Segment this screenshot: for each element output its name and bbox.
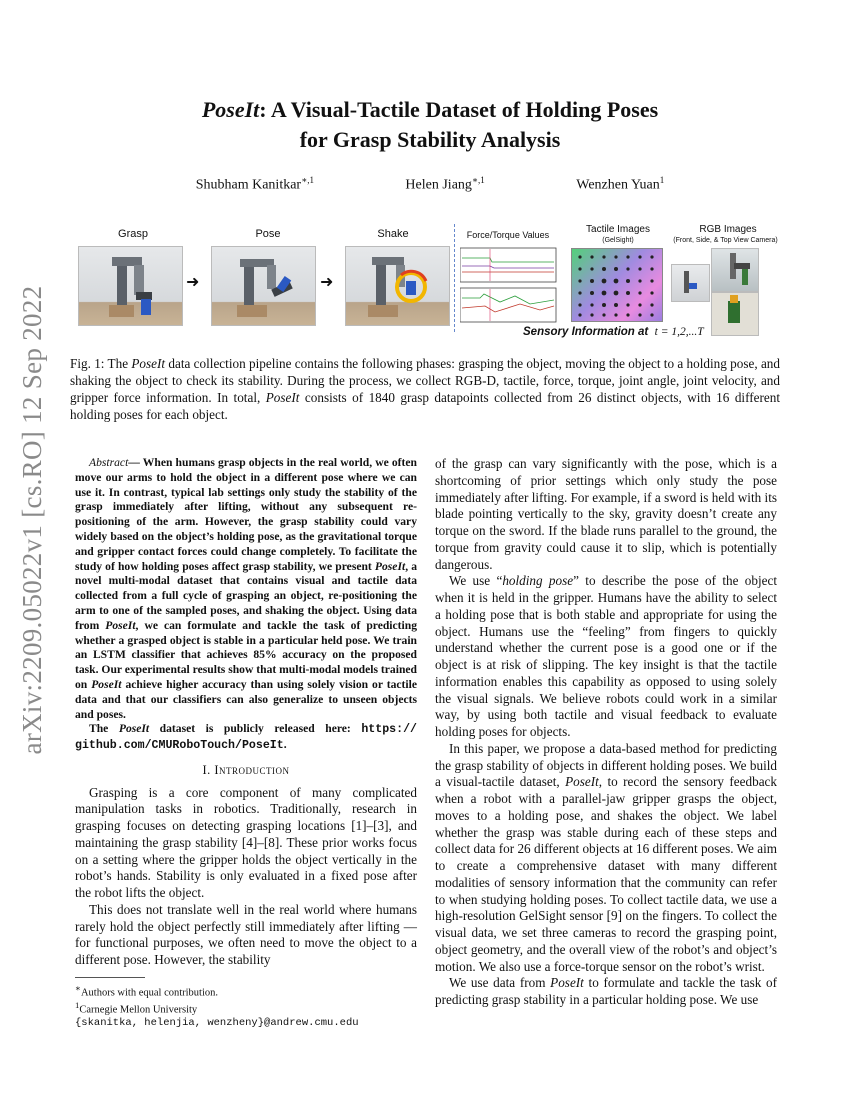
arrow-right-icon: ➜ xyxy=(320,272,334,291)
intro-paragraph: We use “holding pose” to describe the pose of the object when it is held in the gripper. Humans have the ability to select a holding pose that is both stable and appropriate for using the object. Humans use the “feeling” from fingers to quickly understand whether the current pose is a good one or if the object is at risk of slipping. The key insight is that the tactile information enables this capability as opposed to using solely the visual signals. We believe robots could work in a similar way, by using both tactile and visual feedback to evaluate holding poses for objects. xyxy=(435,573,777,739)
author: Helen Jiang$^{∗,1}$ xyxy=(405,175,485,193)
intro-paragraph-continued: of the grasp can vary significantly with the pose, which is a shortcoming of prior settings which only study the pose immediately after lifting. For example, if a sword is held with its blade pointing vertically to the sky, gravity doesn’t create any torque on the sword. If the blade runs parallel to the ground, the torque from gravity could cause it to slip, which is potentially dangerous. xyxy=(435,456,777,572)
arxiv-identifier: arXiv:2209.05022v1 [cs.RO] 12 Sep 2022 xyxy=(17,285,47,755)
title-line2: for Grasp Stability Analysis xyxy=(299,127,561,152)
intro-paragraph: We use data from PoseIt to formulate and tackle the task of predicting grasp stability in a particular holding pose. We use xyxy=(435,975,778,1007)
robot-arm-image xyxy=(79,247,182,325)
arrow-right-icon: ➜ xyxy=(186,272,200,291)
tactile-subtitle: (GelSight) xyxy=(602,237,634,244)
title-dataset-name: PoseIt xyxy=(201,97,260,122)
robot-arm-image xyxy=(346,247,449,325)
rgb-subtitle: (Front, Side, & Top View Camera) xyxy=(673,237,778,244)
figure-caption: Fig. 1: The PoseIt data collection pipeline contains the following phases: grasping the object, moving the object to a holding pose, and shaking the object to check its stability. During the process, we collect RGB-D, tactile, force, torque, joint angle, joint velocity, and gripper force information. In total, PoseIt consists of 1840 grasp datapoints collected from 26 distinct objects, with 16 different holding poses for each object. xyxy=(70,356,780,422)
footnote-emails: {skanitka, helenjia, wenzheny}@andrew.cmu.edu xyxy=(75,1016,359,1029)
title-line1: : A Visual-Tactile Dataset of Holding Poses xyxy=(259,97,659,122)
camera-view-image xyxy=(712,249,758,291)
dataset-link[interactable]: https:// github.com/CMURoboTouch/PoseIt xyxy=(75,723,417,753)
stage-label-shake: Shake xyxy=(377,228,409,240)
author-list xyxy=(150,175,710,194)
footnote-rule xyxy=(75,977,145,978)
sensory-info-label: Sensory Information at t = 1,2,...T xyxy=(523,326,704,338)
camera-view-image xyxy=(672,265,709,301)
rgb-title: RGB Images xyxy=(699,224,757,235)
stage-label-pose: Pose xyxy=(255,228,281,240)
force-torque-title: Force/Torque Values xyxy=(466,230,550,240)
force-torque-plots xyxy=(460,246,557,324)
intro-paragraph: This does not translate well in the real world where humans rarely hold the object perfectly still immediately after lifting — for functional purposes, we often need to move the object to a different pose. However, the stability xyxy=(75,901,417,968)
paper-title xyxy=(120,95,740,155)
gelsight-markers xyxy=(572,249,662,321)
pose-photo xyxy=(211,246,316,326)
footnote-affiliation: $^1$Carnegie Mellon University xyxy=(75,1000,198,1016)
tactile-title: Tactile Images xyxy=(586,224,650,235)
rgb-front-image xyxy=(671,264,710,302)
left-column xyxy=(75,456,417,1030)
robot-arm-image xyxy=(212,247,315,325)
section-heading-introduction: I. Introduction xyxy=(202,762,290,777)
right-column xyxy=(435,456,777,1009)
grasp-photo xyxy=(78,246,183,326)
shake-photo xyxy=(345,246,450,326)
intro-paragraph: Grasping is a core component of many complicated manipulation tasks in robotics. Traditionally, research in grasping focuses on detecting grasping locations [1]–[3], and maintaining the grasp stability [4]–[8]. These prior works focus on a setting where the gripper holds the object vertically in the robot’s hands. Stability is only evaluated in a fixed pose after the robot lifts the object. xyxy=(75,784,417,901)
abstract: Abstract— When humans grasp objects in the real world, we often move our arms to hold the object in a different pose where we can use it. In contrast, typical lab settings only study the stability of the grasp immediately after lifting, without any subsequent re-positioning of the arm. However, the grasp stability could vary widely based on the object’s holding pose, as the gravitational torque and gripper contact forces could change completely. To facilitate the study of how holding poses affect grasp stability, we present PoseIt, a novel multi-modal dataset that contains visual and tactile data collected from a full cycle of grasping an object, re-positioning the arm to one of the sampled poses, and shaking the object. Using data from PoseIt, we can formulate and tackle the task of predicting whether a grasped object is stable in a particular held pose. We train an LSTM classifier that achieves 85% accuracy on the proposed task. Our experimental results show that multi-modal models trained on PoseIt achieve higher accuracy than using solely vision or tactile data and that our classifiers can also generalize to unseen objects and poses. xyxy=(75,456,418,721)
separator-line xyxy=(454,224,455,332)
author: Shubham Kanitkar$^{∗,1}$ xyxy=(195,175,314,193)
author: Wenzhen Yuan$^1$ xyxy=(576,175,665,193)
rgb-side-image xyxy=(711,248,759,292)
dataset-release: The PoseIt dataset is publicly released here: https:// github.com/CMURoboTouch/PoseIt. xyxy=(75,722,417,753)
time-expression: t = 1,2,...T xyxy=(654,326,704,338)
footnote-equal-contribution: ∗Authors with equal contribution. xyxy=(75,982,219,999)
intro-paragraph: In this paper, we propose a data-based method for predicting the grasp stability of objects in different holding poses. We build a visual-tactile dataset, PoseIt, to record the sensory feedback when a robot with a parallel-jaw gripper grasps the object, moves to a holding pose, and shakes the object. We label whether the grasp was stable during each of these steps and collect data for 26 different objects at 16 different poses. We aim to create a comprehensive dataset with many different modalities of sensory information that the community can refer to when studying holding poses. To collect tactile data, we use a high-resolution GelSight sensor [9] on the fingers. To collect the visual data, we set three cameras to record the grasping point, object geometry, and the overall view of the robot’s and object’s motion. We also use a force-torque sensor on the robot’s wrist. xyxy=(435,740,778,974)
stage-label-grasp: Grasp xyxy=(118,228,148,240)
force-plot-image xyxy=(460,246,557,324)
figure-1 xyxy=(73,222,783,348)
tactile-image xyxy=(571,248,663,322)
